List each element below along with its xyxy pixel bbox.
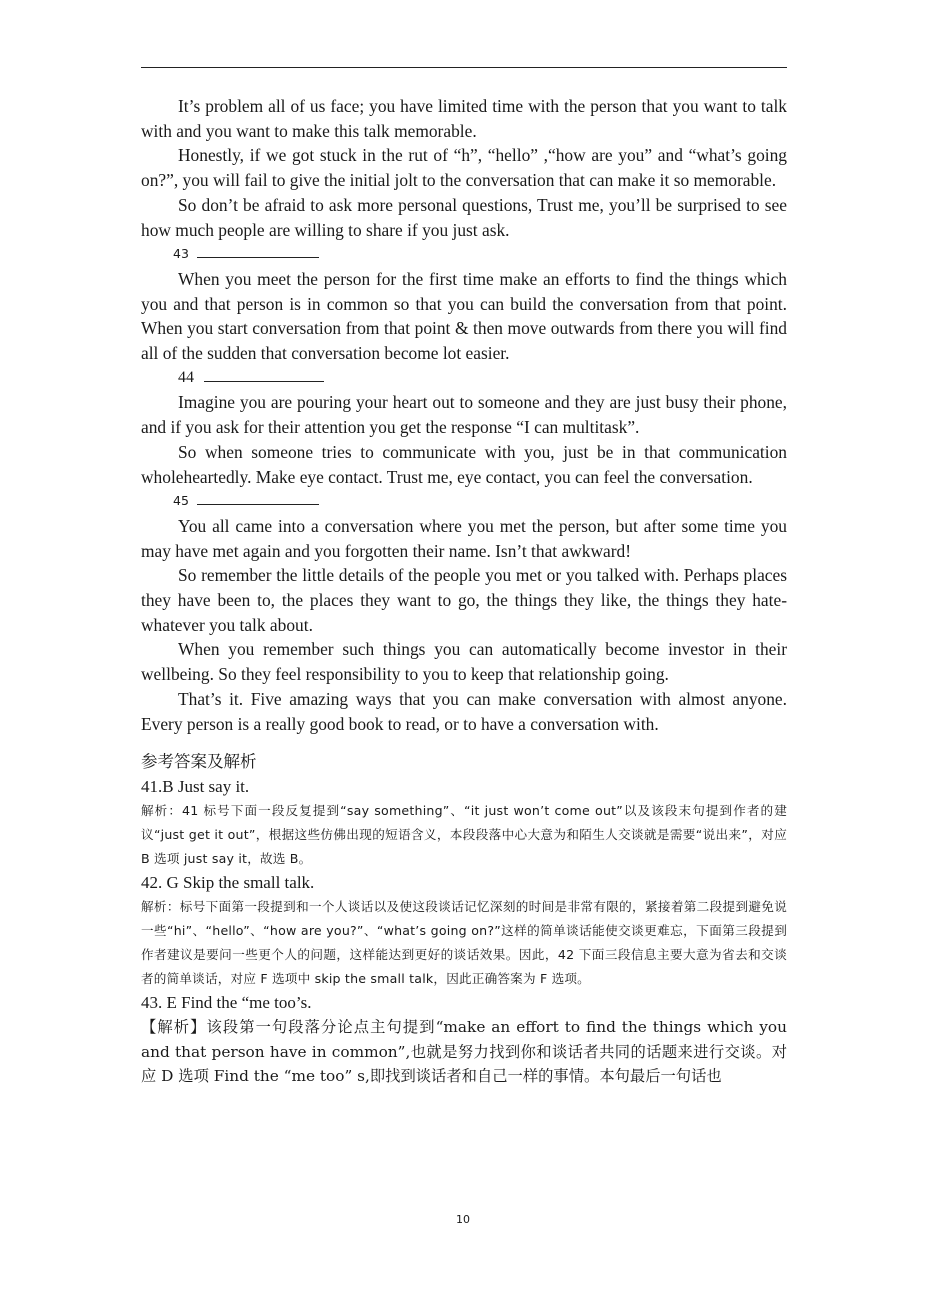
- blank-line: [197, 490, 319, 505]
- page-number: 10: [456, 1213, 470, 1226]
- blank-number: 43: [173, 246, 189, 262]
- passage-paragraph: Imagine you are pouring your heart out to someone and they are just busy their phone, and if you ask for their attention you get the response “I can multitask”.: [141, 392, 787, 438]
- blank-43: [141, 242, 787, 267]
- header-rule: [141, 67, 787, 68]
- explanation-42: 解析：标号下面第一段提到和一个人谈话以及使这段谈话记忆深刻的时间是非常有限的，紧接着第二段提到避免说一些“hi”、“hello”、“how are you?”、“what’s going on?”这样的简单谈话能使交谈更难忘，下面第三段提到作者建议是要问一些更个人的问题，这样能达到更好的谈话效果。因此，42 下面三段信息主要大意为省去和交谈者的简单谈话，对应 F 选项中 skip the small talk，因此正确答案为 F 选项。: [141, 898, 787, 986]
- answer-41: 41.B Just say it.: [141, 776, 250, 796]
- passage-paragraph: That’s it. Five amazing ways that you can make conversation with almost anyone. Every person is a really good book to read, or to have a conversation with.: [141, 688, 787, 734]
- answer-43: 43. E Find the “me too’s.: [141, 992, 312, 1012]
- passage-paragraph: Honestly, if we got stuck in the rut of “h”, “hello” ,“how are you” and “what’s going on?”, you will fail to give the initial jolt to the conversation that can make it so memorable.: [141, 145, 787, 191]
- passage-paragraph: It’s problem all of us face; you have limited time with the person that you want to talk with and you want to make this talk memorable.: [141, 96, 787, 141]
- blank-number: 45: [173, 493, 189, 509]
- page-content: [141, 94, 787, 1089]
- passage-paragraph: When you meet the person for the first time make an efforts to find the things which you and that person is in common so that you can build the conversation from that point. When you start conversation from that point & then move outwards from there you will find all of the sudden that conversation become lot easier.: [141, 268, 787, 364]
- blank-line: [197, 243, 319, 258]
- passage-paragraph: So remember the little details of the people you met or you talked with. Perhaps places they have been to, the places they want to go, the things they like, the things they hate-whatever you talk about.: [141, 565, 787, 635]
- explanation-43: 【解析】该段第一句段落分论点主句提到“make an effort to find the things which you and that person have in common”,也就是努力找到你和谈话者共同的话题来进行交谈。对应 D 选项 Find the “me too” s,即找到谈话者和自己一样的事情。本句最后一句话也: [141, 1017, 787, 1086]
- passage-paragraph: You all came into a conversation where you met the person, but after some time you may have met again and you forgotten their name. Isn’t that awkward!: [141, 515, 787, 561]
- answers-section: [141, 750, 787, 1089]
- answer-42: 42. G Skip the small talk.: [141, 872, 315, 892]
- blank-number: 44: [178, 368, 194, 386]
- answers-heading: 参考答案及解析: [141, 752, 257, 772]
- passage-paragraph: So when someone tries to communicate with you, just be in that communication wholeheartedly. Make eye contact. Trust me, eye contact, you can feel the conversation.: [141, 441, 787, 487]
- blank-line: [204, 367, 324, 382]
- passage-paragraph: When you remember such things you can automatically become investor in their wellbeing. So they feel responsibility to you to keep that relationship going.: [141, 639, 787, 685]
- blank-44: [141, 366, 787, 391]
- explanation-41: 解析：41 标号下面一段反复提到“say something”、“it just won’t come out”以及该段末句提到作者的建议“just get it out”，根据这些仿佛出现的短语含义，本段段落中心大意为和陌生人交谈就是需要“说出来”，对应 B 选项 just say it，故选 B。: [141, 802, 787, 866]
- blank-45: [141, 489, 787, 514]
- passage-paragraph: So don’t be afraid to ask more personal questions, Trust me, you’ll be surprised to see how much people are willing to share if you just ask.: [141, 194, 787, 240]
